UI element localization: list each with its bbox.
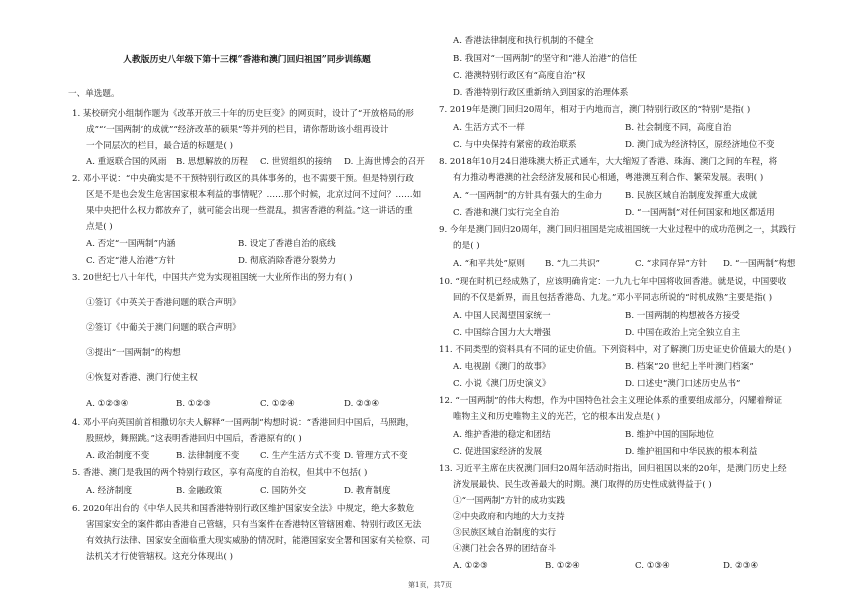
option-b[interactable]: B. 金融政策 — [176, 486, 223, 496]
option-c[interactable]: C. 香港和澳门实行完全自治 — [453, 208, 560, 218]
question-text: 果中央把什么权力都放弃了，就可能会出现一些混乱，损害香港的利益。”这一讲话的重 — [86, 206, 413, 216]
question-text: 一个同层次的栏目，最合适的标题是( ) — [86, 141, 233, 151]
option-d[interactable]: D. 彻底消除香港分裂势力 — [238, 256, 336, 266]
question-text: 点是( ) — [86, 222, 113, 232]
option-d[interactable]: D. 香港特别行政区重新纳入到国家的治理体系 — [453, 88, 629, 98]
option-d[interactable]: D. 澳门成为经济特区，原经济地位不变 — [625, 140, 775, 150]
option-c[interactable]: C. 与中央保持有紧密的政治联系 — [453, 140, 577, 150]
question-text: 13. 习近平主席在庆祝澳门回归20周年活动时指出，回归祖国以来的20年，是澳门历史上经 — [439, 464, 787, 474]
question-text: 害国家安全的案件都由香港自己管辖，只有当案件在香港特区管辖困难、特别行政区无法 — [86, 520, 422, 530]
option-c[interactable]: C. 世贸组织的接纳 — [260, 157, 332, 167]
option-a[interactable]: A. 否定“一国两制”内涵 — [86, 239, 176, 249]
question-text: 的是( ) — [453, 241, 480, 251]
option-d[interactable]: D. 教育制度 — [344, 486, 391, 496]
statement-4: ④澳门社会各界的团结奋斗 — [453, 544, 557, 554]
option-d[interactable]: D. ②③④ — [723, 561, 759, 571]
option-a[interactable]: A. 经济制度 — [86, 486, 133, 496]
option-a[interactable]: A. 电视剧《澳门的故事》 — [453, 362, 551, 372]
question-text: 回的不仅是新界，而且包括香港岛、九龙。”邓小平同志所说的“时机成熟”主要是指( ) — [453, 293, 773, 303]
option-a[interactable]: A. ①②③④ — [86, 399, 129, 409]
statement-4: ④恢复对香港、澳门行使主权 — [86, 373, 198, 383]
option-a[interactable]: A. 生活方式不一样 — [453, 123, 525, 133]
question-text: 2. 邓小平说：“中央确实是不干预特别行政区的具体事务的，也不需要干预。但是特别行政 — [72, 174, 414, 184]
option-c[interactable]: C. 否定“港人治港”方针 — [86, 256, 176, 266]
option-b[interactable]: B. 一国两制的构想被各方接受 — [625, 311, 740, 321]
statement-1: ①“一国两制”方针的成功实践 — [453, 496, 565, 506]
statement-3: ③民族区域自治制度的实行 — [453, 528, 557, 538]
option-a[interactable]: A. 重返联合国的风雨 — [86, 157, 167, 167]
option-c[interactable]: C. 促进国家经济的发展 — [453, 447, 543, 457]
question-text: 有力推动粤港澳的社会经济发展和民心相通，粤港澳互利合作、繁荣发展。表明( ) — [453, 173, 764, 183]
option-b[interactable]: B. ①②③ — [176, 399, 211, 409]
option-b[interactable]: B. 档案“20 世纪上半叶澳门档案” — [625, 362, 754, 372]
question-text: 10. “现在时机已经成熟了，应该明确肯定：一九九七年中国将收回香港。就是说，中国要收 — [439, 277, 787, 287]
question-text: 唯物主义和历史唯物主义的光芒，它的根本出发点是( ) — [453, 412, 661, 422]
option-a[interactable]: A. 政治制度不变 — [86, 451, 150, 461]
question-text: 7. 2019年是澳门回归20周年，相对于内地而言，澳门特别行政区的“特别”是指( ) — [439, 105, 751, 115]
statement-3: ③提出“一国两制”的构想 — [86, 348, 181, 358]
question-text: 4. 邓小平向英国前首相撒切尔夫人解释“一国两制”构想时说：“香港回归中国后，马照跑， — [72, 418, 415, 428]
section-heading: 一、单选题。 — [68, 89, 120, 99]
option-b[interactable]: B. 设定了香港自治的底线 — [238, 239, 336, 249]
option-c[interactable]: C. 国防外交 — [260, 486, 307, 496]
option-d[interactable]: D. “一国两制”对任何国家和地区都适用 — [625, 208, 775, 218]
question-text: 5. 香港、澳门是我国的两个特别行政区，享有高度的自治权，但其中不包括( ) — [72, 468, 368, 478]
option-b[interactable]: B. 法律制度不变 — [176, 451, 240, 461]
document-title: 人教版历史八年级下第十三棵“香港和澳门回归祖国”同步训练题 — [123, 55, 371, 65]
option-a[interactable]: A. 中国人民渴望国家统一 — [453, 311, 551, 321]
question-text: 8. 2018年10月24日港珠澳大桥正式通车，大大缩短了香港、珠海、澳门之间的车程，将 — [439, 157, 778, 167]
option-b[interactable]: B. 维护中国的国际地位 — [625, 430, 715, 440]
statement-2: ②签订《中葡关于澳门问题的联合声明》 — [86, 323, 241, 333]
question-text: 6. 2020年出台的《中华人民共和国香港特别行政区维护国家安全法》中规定，绝大多数危 — [72, 504, 415, 514]
question-text: 9. 今年是澳门回归20周年，澳门回归祖国是完成祖国统一大业过程中的成功范例之一，其践行 — [439, 225, 797, 235]
page-footer: 第1页，共7页 — [408, 581, 452, 589]
statement-2: ②中央政府和内地的大力支持 — [453, 512, 565, 522]
option-c[interactable]: C. ①②④ — [260, 399, 295, 409]
option-c[interactable]: C. 中国综合国力大大增强 — [453, 328, 551, 338]
question-text: 1. 某校研究小组制作题为《改革开放三十年的历史巨变》的网页时，设计了“开放格局的形 — [72, 109, 414, 119]
question-text: 有效执行法律、国家安全面临重大现实威胁的情况时，能港国家安全署和国家有关检察、司 — [86, 536, 430, 546]
question-text: 法机关才行使管辖权。这充分体现出( ) — [86, 552, 233, 562]
option-c[interactable]: C. 生产生活方式不变 — [260, 451, 341, 461]
question-text: 11. 不同类型的资料具有不同的证史价值。下列资料中，对了解澳门历史证史价值最大的是( ) — [439, 345, 792, 355]
option-a[interactable]: A. “和平共处”原则 — [453, 259, 526, 269]
question-text: 济发展最快、民生改善最大的时期。澳门取得的历史性成就得益于( ) — [453, 480, 712, 490]
option-d[interactable]: D. “一国两制”构想 — [723, 259, 796, 269]
option-d[interactable]: D. 中国在政治上完全独立自主 — [625, 328, 741, 338]
option-c[interactable]: C. 小说《澳门历史演义》 — [453, 379, 551, 389]
option-d[interactable]: D. 管理方式不变 — [344, 451, 408, 461]
option-d[interactable]: D. 口述史“澳门口述历史丛书” — [625, 379, 741, 389]
question-text: 3. 20世纪七八十年代，中国共产党为实现祖国统一大业所作出的努力有( ) — [72, 273, 353, 283]
statement-1: ①签订《中英关于香港问题的联合声明》 — [86, 298, 241, 308]
option-d[interactable]: D. 上海世博会的召开 — [344, 157, 425, 167]
option-d[interactable]: D. ②③④ — [344, 399, 380, 409]
question-text: 区是不是也会发生危害国家根本利益的事情呢？……那个时候，北京过问不过问？……如 — [86, 190, 422, 200]
option-c[interactable]: C. 港澳特别行政区有“高度自治”权 — [453, 71, 586, 81]
option-b[interactable]: B. 思想解放的历程 — [176, 157, 248, 167]
question-text: 12. “一国两制”的伟大构想，作为中国特色社会主义理论体系的重要组成部分，闪耀着辩证 — [439, 396, 783, 406]
option-d[interactable]: D. 维护祖国和中华民族的根本利益 — [625, 447, 758, 457]
option-b[interactable]: B. ①②④ — [545, 561, 580, 571]
option-a[interactable]: A. 香港法律制度和执行机制的不健全 — [453, 36, 594, 46]
question-text: 股照炒，舞照跳。”这表明香港回归中国后，香港原有的( ) — [86, 434, 302, 444]
question-text: 成”“‘一国两制’的成就”“经济改革的硕果”等并列的栏目，请你帮助该小组再设计 — [86, 125, 389, 135]
option-a[interactable]: A. ①②③ — [453, 561, 488, 571]
option-a[interactable]: A. 维护香港的稳定和团结 — [453, 430, 551, 440]
option-c[interactable]: C. “求同存异”方针 — [635, 259, 708, 269]
option-a[interactable]: A. “一国两制”的方针具有强大的生命力 — [453, 191, 603, 201]
option-b[interactable]: B. 社会制度不同，高度自治 — [625, 123, 732, 133]
option-b[interactable]: B. 我国对“一国两制”的坚守和“港人治港”的信任 — [453, 54, 638, 64]
option-b[interactable]: B. 民族区域自治制度发挥重大成就 — [625, 191, 758, 201]
option-b[interactable]: B. “九二共识” — [545, 259, 600, 269]
option-c[interactable]: C. ①③④ — [635, 561, 670, 571]
